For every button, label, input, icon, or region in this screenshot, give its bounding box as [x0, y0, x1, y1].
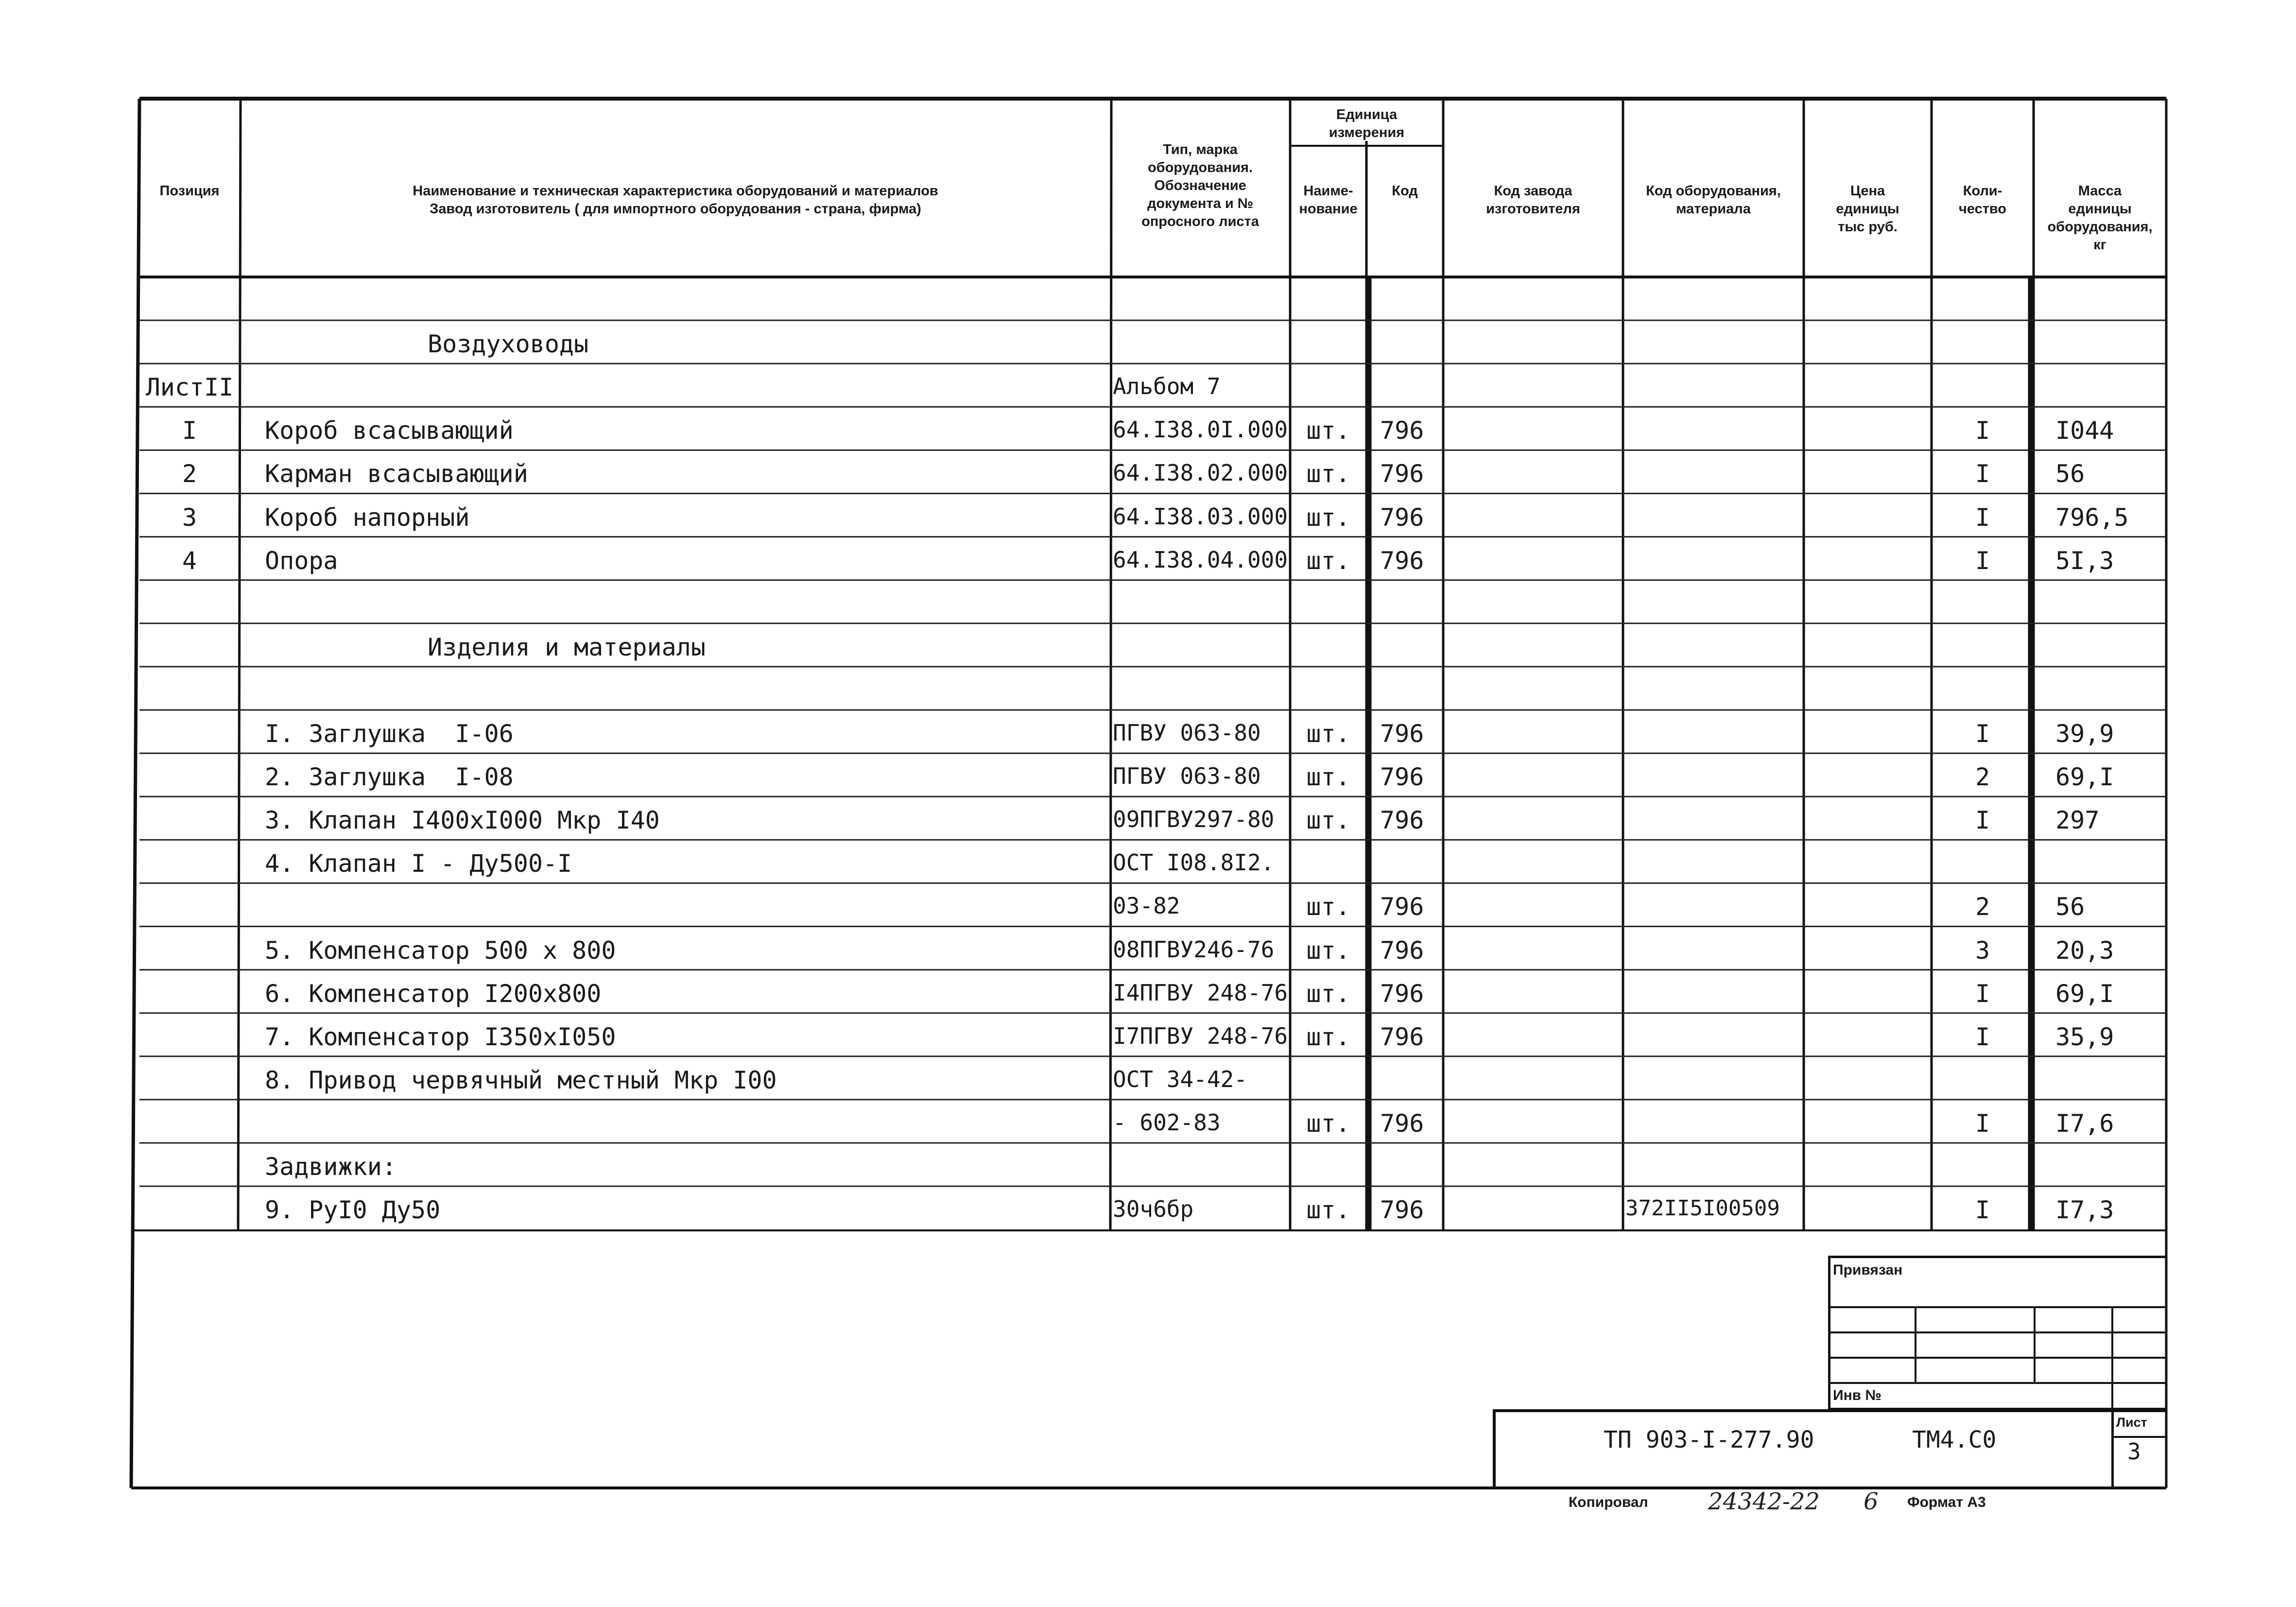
cell-type: 64.I38.03.000 — [1113, 503, 1288, 530]
cell-code: 796 — [1380, 460, 1424, 488]
header-plant-code — [1443, 182, 1623, 218]
stamp-grid-v1 — [1915, 1306, 1916, 1382]
cell-mass: 39,9 — [2055, 720, 2114, 748]
cell-pos: 2 — [182, 460, 197, 488]
header-mass — [2034, 182, 2166, 254]
cell-unit: шт. — [1306, 936, 1350, 965]
cell-name: 4. Клапан I - Ду500-I — [265, 849, 572, 878]
cell-qty: I — [1975, 503, 1990, 532]
qty_lines-line: Коли- — [1963, 183, 2003, 199]
footer-format: Формат А3 — [1907, 1494, 1986, 1510]
cell-unit: шт. — [1306, 763, 1350, 792]
plant_code_lines-line: Код завода — [1494, 183, 1572, 199]
cell-mass: 69,I — [2055, 979, 2114, 1008]
cell-mass: 297 — [2055, 806, 2100, 835]
header-price — [1804, 182, 1932, 236]
price_lines-line: единицы — [1836, 201, 1899, 217]
cell-unit: шт. — [1306, 546, 1350, 575]
cell-type: 03-82 — [1113, 893, 1180, 919]
cell-name: 8. Привод червячный местный Мкр I00 — [265, 1066, 777, 1094]
unit_name_lines-line: нование — [1299, 201, 1358, 217]
cell-pos: 3 — [182, 503, 197, 532]
header-name-line2: Завод изготовитель ( для импортного оборудования - страна, фирма) — [430, 201, 921, 217]
cell-pos: I — [182, 416, 197, 445]
cell-pos: 4 — [182, 546, 197, 575]
cell-qty: I — [1975, 546, 1990, 575]
cell-mass: 796,5 — [2055, 503, 2129, 532]
cell-type: 08ПГВУ246-76 — [1113, 936, 1275, 963]
cell-unit: шт. — [1306, 806, 1350, 835]
unit_name_lines-line: Наиме- — [1303, 183, 1353, 199]
cell-name: Задвижки: — [265, 1153, 397, 1181]
header-name-line1: Наименование и техническая характеристика оборудований и материалов — [413, 183, 938, 199]
cell-mass: 5I,3 — [2055, 546, 2114, 575]
cell-code: 796 — [1380, 806, 1424, 835]
cell-qty: I — [1975, 1022, 1990, 1051]
stamp-sheet-label: Лист — [2116, 1415, 2147, 1430]
cell-mass: 56 — [2055, 893, 2085, 921]
cell-code: 796 — [1380, 503, 1424, 532]
price_lines-line: тыс руб. — [1838, 219, 1898, 235]
qty_lines-line: чество — [1958, 201, 2007, 217]
unit_lines-line: Единица — [1336, 107, 1398, 122]
cell-unit: шт. — [1306, 503, 1350, 532]
cell-unit: шт. — [1306, 460, 1350, 488]
footer-number: 24342-22 — [1708, 1488, 1820, 1515]
cell-type: ОСТ 34-42- — [1113, 1066, 1247, 1092]
cell-type: 09ПГВУ297-80 — [1113, 806, 1275, 833]
cell-code: 796 — [1380, 893, 1424, 921]
cell-type: I4ПГВУ 248-76 — [1113, 979, 1288, 1006]
header-equip-code — [1623, 182, 1804, 218]
cell-qty: I — [1975, 720, 1990, 748]
cell-type: ПГВУ 063-80 — [1113, 720, 1261, 746]
cell-qty: 2 — [1975, 763, 1990, 792]
stamp-sheet-divider — [2111, 1409, 2114, 1488]
cell-unit: шт. — [1306, 1022, 1350, 1051]
cell-type: ПГВУ 063-80 — [1113, 763, 1261, 790]
cell-name: 2. Заглушка I-08 — [265, 763, 514, 792]
cell-unit: шт. — [1306, 893, 1350, 921]
equip_code_lines-line: Код оборудования, — [1646, 183, 1781, 199]
cell-code: 796 — [1380, 979, 1424, 1008]
cell-pos: ЛистII — [145, 373, 234, 402]
cell-type: 30ч6бр — [1113, 1196, 1194, 1223]
cell-unit: шт. — [1306, 416, 1350, 445]
cell-type: Альбом 7 — [1113, 373, 1221, 400]
cell-mass: I044 — [2055, 416, 2114, 445]
header-unit-name — [1290, 182, 1366, 218]
cell-qty: I — [1975, 416, 1990, 445]
cell-unit: шт. — [1306, 979, 1350, 1008]
cell-name: Воздуховоды — [428, 330, 589, 359]
cell-name: 7. Компенсатор I350xI050 — [265, 1022, 616, 1051]
footer-copied: Копировал — [1569, 1494, 1648, 1510]
equip_code_lines-line: материала — [1676, 201, 1751, 217]
header-type — [1113, 141, 1288, 231]
stamp-sheet-number: 3 — [2127, 1438, 2141, 1465]
stamp-main-box — [1493, 1409, 2166, 1488]
cell-qty: I — [1975, 979, 1990, 1008]
type_lines-line: оборудования. — [1147, 160, 1253, 176]
cell-name: Опора — [265, 546, 338, 575]
cell-qty: I — [1975, 1196, 1990, 1225]
mass_lines-line: кг — [2093, 237, 2106, 253]
cell-unit: шт. — [1306, 1196, 1350, 1225]
cell-name: I. Заглушка I-06 — [265, 720, 514, 748]
stamp-doc-code: ТП 903-I-277.90 — [1604, 1426, 1814, 1453]
mass_lines-line: единицы — [2068, 201, 2132, 217]
stamp-grid-h2 — [1828, 1331, 2166, 1333]
cell-type: I7ПГВУ 248-76 — [1113, 1022, 1288, 1049]
cell-qty: I — [1975, 1109, 1990, 1138]
stamp-grid-h4 — [1828, 1382, 2166, 1384]
cell-name: Изделия и материалы — [428, 633, 706, 661]
cell-unit: шт. — [1306, 1109, 1350, 1138]
cell-type: 64.I38.02.000 — [1113, 460, 1288, 486]
stamp-grid-h1 — [1828, 1306, 2166, 1308]
cell-code: 796 — [1380, 546, 1424, 575]
stamp-linked-label: Привязан — [1833, 1262, 1903, 1278]
cell-name: 5. Компенсатор 500 x 800 — [265, 936, 616, 965]
cell-code: 796 — [1380, 1109, 1424, 1138]
header-unit — [1290, 106, 1443, 142]
cell-qty: I — [1975, 806, 1990, 835]
cell-type: - 602-83 — [1113, 1109, 1221, 1136]
cell-code: 796 — [1380, 763, 1424, 792]
cell-name: 9. РуI0 Ду50 — [265, 1196, 441, 1225]
header-name — [243, 182, 1108, 218]
cell-name: Карман всасывающий — [265, 460, 528, 488]
cell-mass: 69,I — [2055, 763, 2114, 792]
cell-mass: I7,3 — [2055, 1196, 2114, 1225]
footer-six: 6 — [1864, 1488, 1879, 1515]
cell-mass: 35,9 — [2055, 1022, 2114, 1051]
stamp-sheet-hline — [2111, 1436, 2166, 1438]
stamp-grid-v3 — [2111, 1306, 2113, 1410]
cell-unit: шт. — [1306, 720, 1350, 748]
type_lines-line: документа и № — [1147, 196, 1254, 212]
type_lines-line: Тип, марка — [1163, 142, 1238, 157]
stamp-mark: ТМ4.С0 — [1912, 1426, 1997, 1453]
type_lines-line: Обозначение — [1154, 178, 1246, 194]
cell-code: 796 — [1380, 1022, 1424, 1051]
header-unit-code: Код — [1392, 183, 1418, 199]
cell-qty: 2 — [1975, 893, 1990, 921]
cell-equip: 372II5I00509 — [1625, 1196, 1780, 1221]
price_lines-line: Цена — [1850, 183, 1885, 199]
mass_lines-line: Масса — [2078, 183, 2122, 199]
cell-code: 796 — [1380, 936, 1424, 965]
cell-mass: I7,6 — [2055, 1109, 2114, 1138]
plant_code_lines-line: изготовителя — [1486, 201, 1580, 217]
cell-type: 64.I38.04.000 — [1113, 546, 1288, 573]
stamp-linked-box — [1828, 1256, 2166, 1410]
cell-name: 6. Компенсатор I200x800 — [265, 979, 602, 1008]
unit_lines-line: измерения — [1329, 125, 1405, 141]
cell-type: 64.I38.0I.000 — [1113, 416, 1288, 443]
cell-qty: 3 — [1975, 936, 1990, 965]
cell-type: ОСТ I08.8I2. — [1113, 849, 1275, 876]
cell-name: Короб напорный — [265, 503, 470, 532]
mass_lines-line: оборудования, — [2047, 219, 2153, 235]
cell-code: 796 — [1380, 1196, 1424, 1225]
cell-mass: 56 — [2055, 460, 2085, 488]
stamp-grid-v2 — [2034, 1306, 2036, 1382]
header-position: Позиция — [159, 183, 220, 199]
stamp-grid-h3 — [1828, 1357, 2166, 1359]
cell-name: 3. Клапан I400xI000 Мкр I40 — [265, 806, 660, 835]
cell-code: 796 — [1380, 720, 1424, 748]
cell-name: Короб всасывающий — [265, 416, 514, 445]
cell-mass: 20,3 — [2055, 936, 2114, 965]
type_lines-line: опросного листа — [1141, 214, 1259, 230]
cell-code: 796 — [1380, 416, 1424, 445]
stamp-inv-label: Инв № — [1833, 1387, 1882, 1403]
header-qty — [1932, 182, 2034, 218]
cell-qty: I — [1975, 460, 1990, 488]
